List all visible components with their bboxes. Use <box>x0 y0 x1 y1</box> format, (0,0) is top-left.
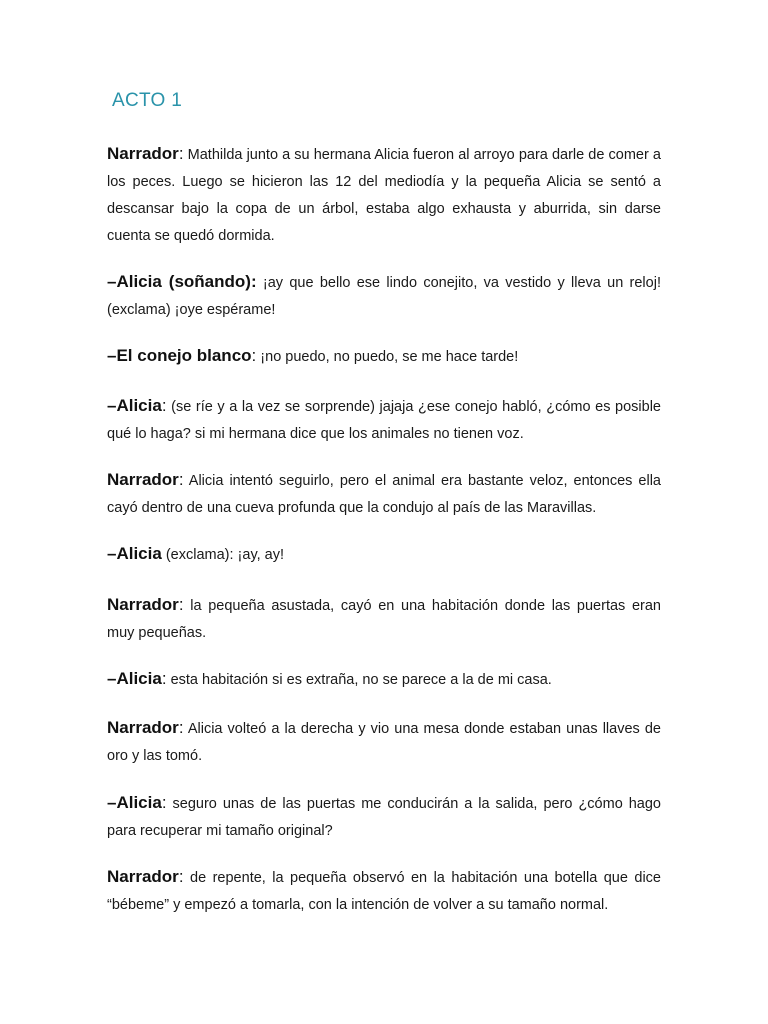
dialogue-paragraph <box>107 665 661 694</box>
speaker-name: –Alicia <box>107 396 162 415</box>
dialogue-paragraph <box>107 714 661 770</box>
speaker-colon: : <box>161 669 167 688</box>
paragraph-text: (exclama): ¡ay, ay! <box>161 547 285 563</box>
dialogue-paragraph <box>107 392 661 448</box>
paragraph-text: Alicia volteó a la derecha y vio una mesa donde estaban unas llaves de oro y las tomó. <box>107 721 661 764</box>
paragraph-text: ¡ay que bello ese lindo conejito, va vestido y lleva un reloj! (exclama) ¡oye espérame! <box>107 275 661 318</box>
speaker-colon: : <box>178 470 184 489</box>
speaker-name: –Alicia (soñando): <box>107 272 257 291</box>
paragraph-text: (se ríe y a la vez se sorprende) jajaja ¿ese conejo habló, ¿cómo es posible qué lo haga? si mi hermana dice que los animales no tienen voz. <box>107 399 661 442</box>
paragraph-text: de repente, la pequeña observó en la habitación una botella que dice “bébeme” y empezó a tomarla, con la intención de volver a su tamaño normal. <box>107 870 661 913</box>
paragraph-text: Mathilda junto a su hermana Alicia fueron al arroyo para darle de comer a los peces. Luego se hicieron las 12 del mediodía y la pequeña Alicia se sentó a descansar bajo la copa de un árbol, estaba algo exhausta y aburrida, sin darse cuenta se quedó dormida. <box>107 147 661 244</box>
act-heading: ACTO 1 <box>112 90 183 111</box>
speaker-name: Narrador <box>107 718 179 737</box>
dialogue-paragraph <box>107 789 661 845</box>
speaker-colon: : <box>178 144 184 163</box>
speaker-colon: : <box>161 396 167 415</box>
paragraph-text: esta habitación si es extraña, no se parece a la de mi casa. <box>166 672 552 688</box>
dialogue-paragraph <box>107 268 661 324</box>
paragraph-text: ¡no puedo, no puedo, se me hace tarde! <box>256 349 519 365</box>
speaker-colon: : <box>178 867 184 886</box>
speaker-name: Narrador <box>107 867 179 886</box>
speaker-name: Narrador <box>107 470 179 489</box>
speaker-name: Narrador <box>107 595 179 614</box>
dialogue-paragraph <box>107 591 661 647</box>
dialogue-paragraph <box>107 342 661 371</box>
dialogue-paragraph <box>107 863 661 919</box>
speaker-name: Narrador <box>107 144 179 163</box>
speaker-colon: : <box>178 595 184 614</box>
dialogue-paragraph <box>107 466 661 522</box>
speaker-name: –El conejo blanco <box>107 346 252 365</box>
paragraph-text: Alicia intentó seguirlo, pero el animal era bastante veloz, entonces ella cayó dentro de una cueva profunda que la condujo al país de las Maravillas. <box>107 473 661 516</box>
paragraph-text: seguro unas de las puertas me conducirán a la salida, pero ¿cómo hago para recuperar mi tamaño original? <box>107 796 661 839</box>
speaker-name: –Alicia <box>107 793 162 812</box>
paragraph-text: la pequeña asustada, cayó en una habitación donde las puertas eran muy pequeñas. <box>107 598 661 641</box>
speaker-colon: : <box>178 718 184 737</box>
speaker-colon: : <box>251 346 257 365</box>
speaker-name: –Alicia <box>107 669 162 688</box>
dialogue-paragraph <box>107 140 661 250</box>
speaker-name: –Alicia <box>107 544 162 563</box>
dialogue-paragraph <box>107 540 661 569</box>
speaker-colon: : <box>161 793 167 812</box>
